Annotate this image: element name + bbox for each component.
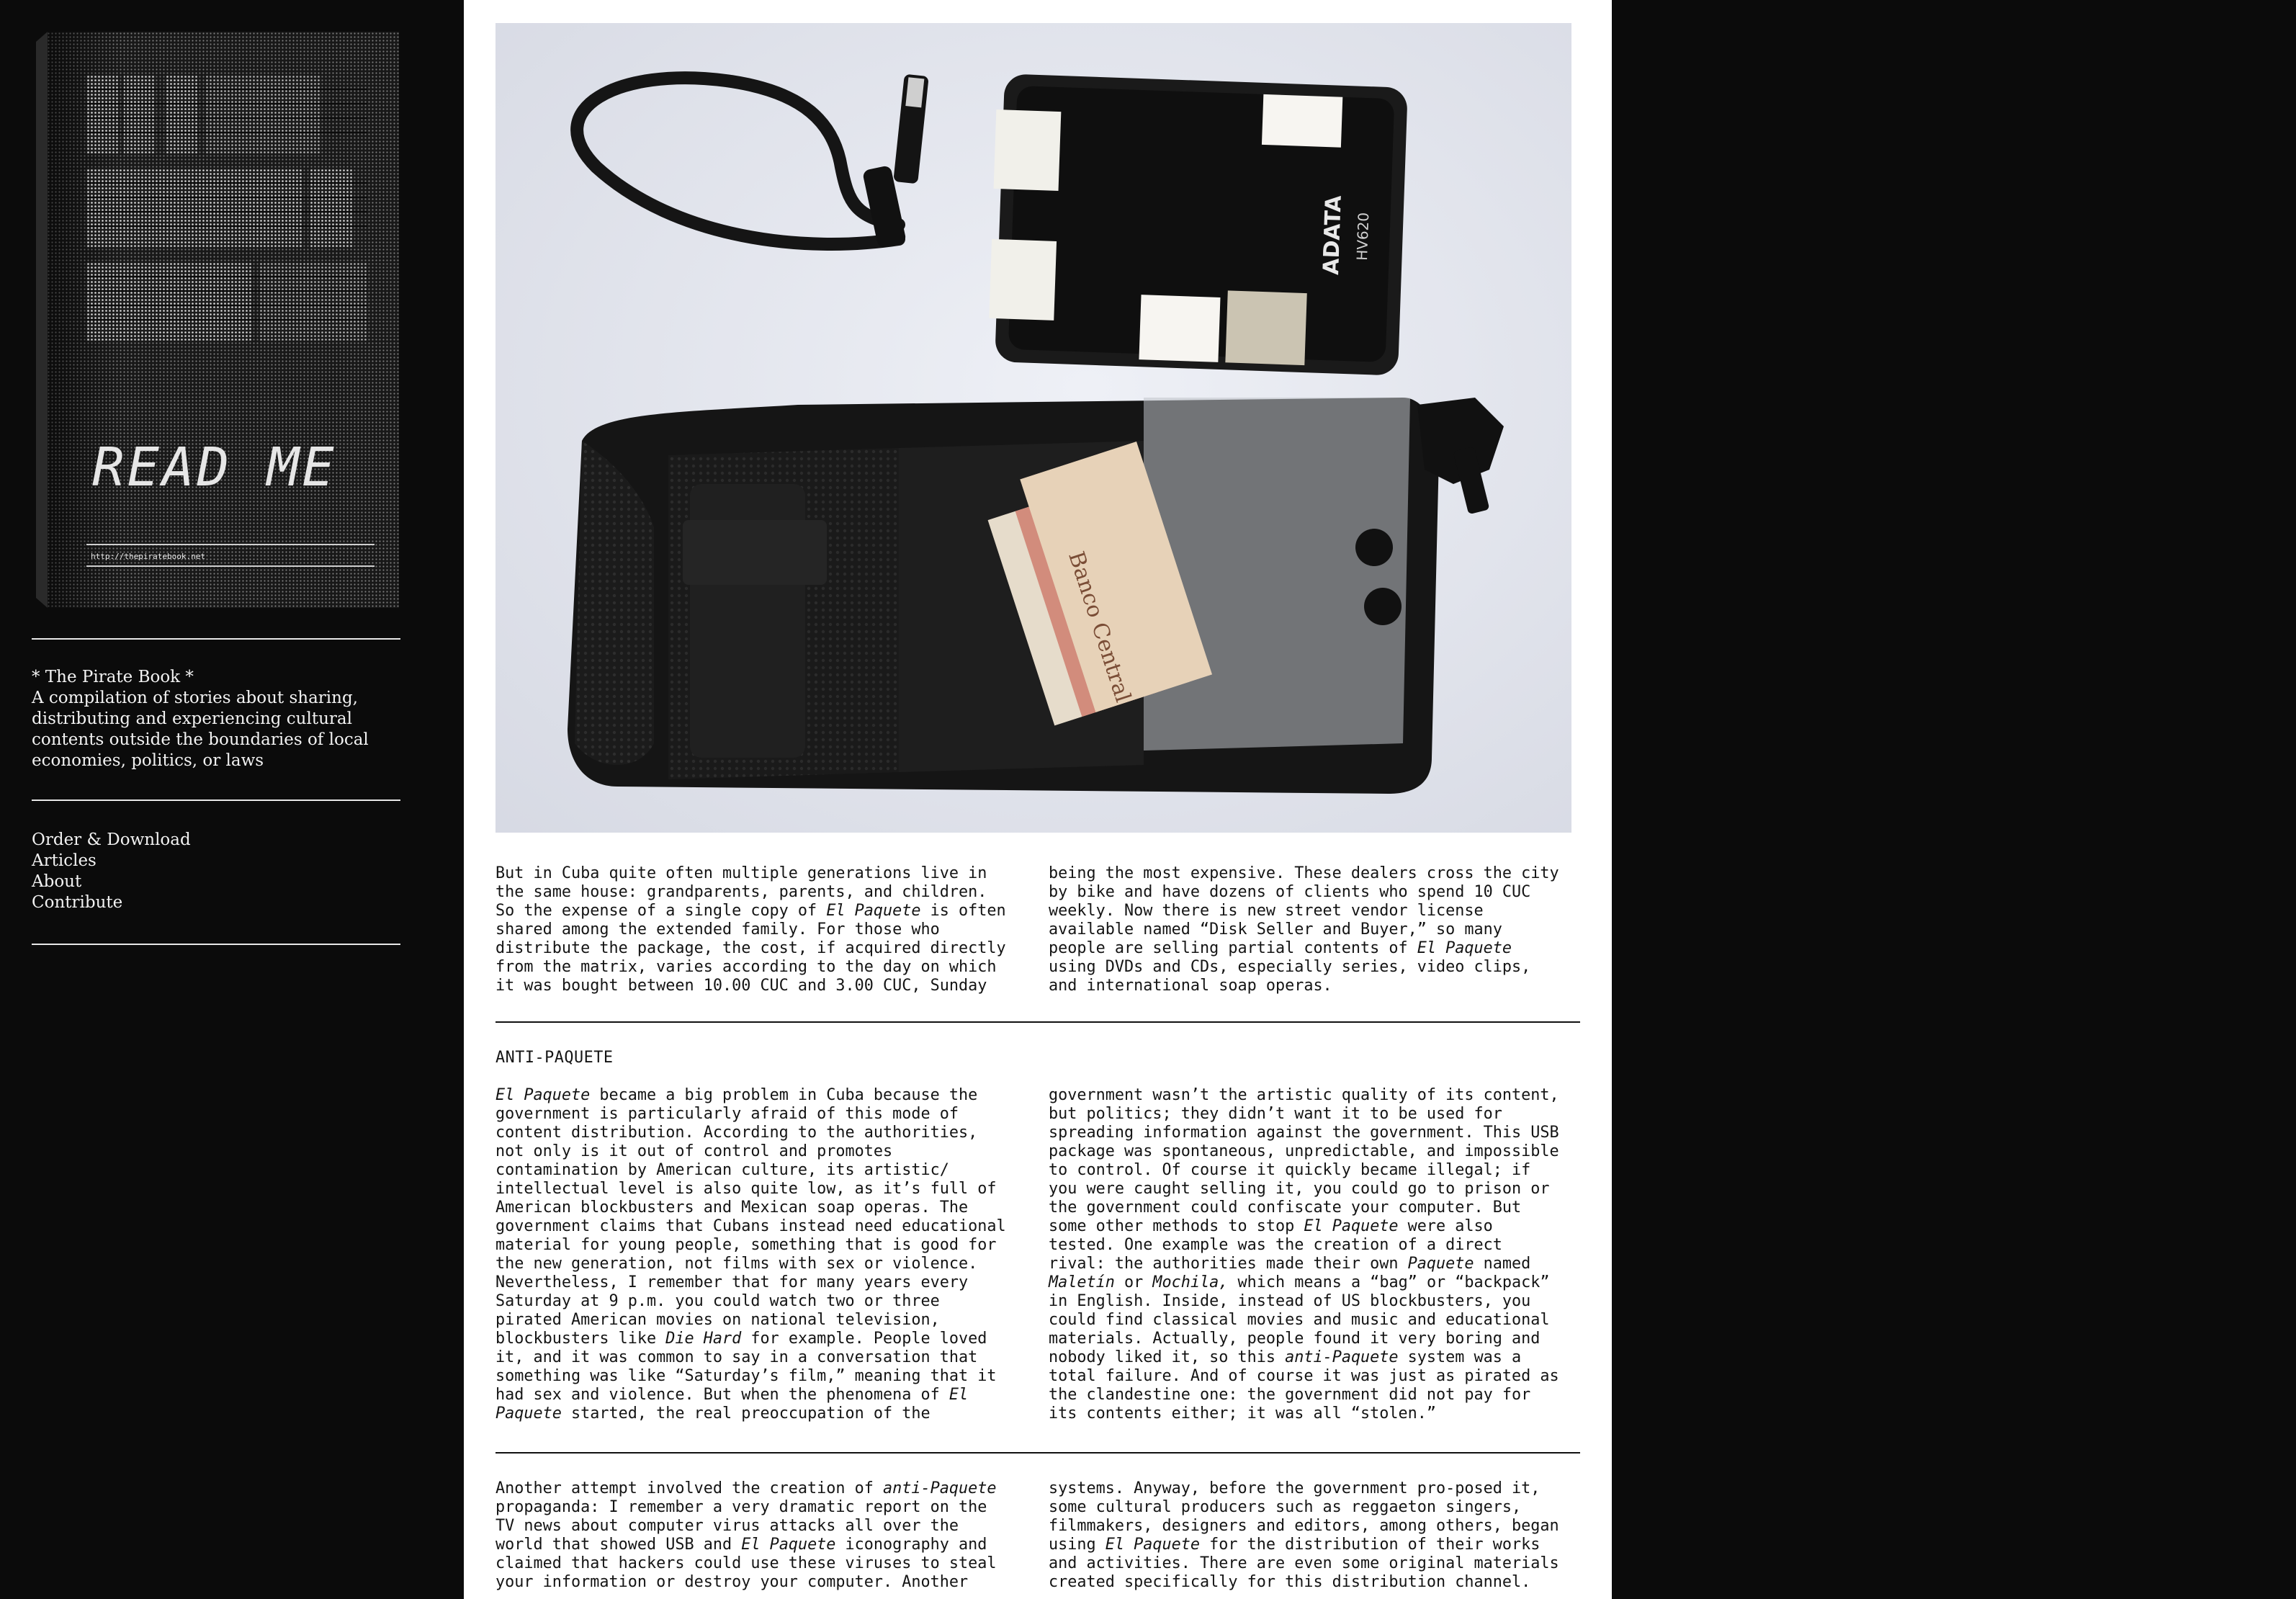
pouch-image	[568, 398, 1504, 794]
sidebar-nav	[32, 830, 400, 913]
cover-url: http://thepiratebook.net	[91, 552, 205, 561]
sidebar	[0, 0, 461, 1599]
site-title[interactable]: * The Pirate Book *	[32, 668, 194, 686]
cover-read-me: READ ME	[92, 436, 337, 498]
article-page	[464, 0, 1612, 1599]
article-photo	[495, 23, 1571, 833]
intro-paragraph-right: being the most expensive. These dealers cross the city by bike and have dozens of clients who spend 10 CUC weekly. Now there is new street vendor license available named “Disk Seller and Buyer,” so many people are selling partial contents of El Paquete using DVDs and CDs, especially series, video clips, and international soap operas.	[1049, 864, 1559, 995]
section3-paragraph-left: Another attempt involved the creation of anti-Paquete propaganda: I remember a very dramatic report on the TV news about computer virus attacks all over the world that showed USB and El Paquete iconography and claimed that hackers could use these viruses to steal your information or destroy your computer. Another	[495, 1479, 997, 1591]
book-cover-image[interactable]	[36, 32, 399, 608]
hard-drive-image	[989, 73, 1408, 375]
site-tagline: A compilation of stories about sharing, distributing and experiencing cultural contents outside the boundaries of local economies, politics, or laws	[32, 689, 369, 770]
banknote-text: Banco Central	[1063, 548, 1136, 706]
sidebar-divider	[32, 638, 400, 640]
section-heading-anti-paquete: ANTI-PAQUETE	[495, 1049, 614, 1067]
nav-articles[interactable]: Articles	[32, 851, 97, 870]
section2-paragraph-left: El Paquete became a big problem in Cuba because the government is particularly afraid of this mode of content distribution. According to the authorities, not only is it out of control and promotes contamination by American culture, its artistic/ intellectual level is also quite low, as it’s full of American blockbusters and Mexican soap operas. The government claims that Cubans instead need educational material for young people, something that is good for the new generation, not films with sex or violence. Nevertheless, I remember that for many years every Saturday at 9 p.m. you could watch two or three pirated American movies on national television, blockbusters like Die Hard for example. People loved it, and it was common to say in a conversation that something was like “Saturday’s film,” meaning that it had sex and violence. But when the phenomena of El Paquete started, the real preoccupation of the	[495, 1086, 1006, 1423]
nav-order-download[interactable]: Order & Download	[32, 830, 191, 849]
section3-paragraph-right: systems. Anyway, before the government pro-posed it, some cultural producers such as reggaeton singers, filmmakers, designers and editors, among others, began using El Paquete for the distribution of their works and activities. There are even some original materials created specifically for this distribution channel.	[1049, 1479, 1559, 1591]
drive-brand-label: ADATA	[1319, 194, 1347, 276]
page-margin-right	[1612, 0, 2296, 1599]
nav-contribute[interactable]: Contribute	[32, 893, 123, 912]
nav-about[interactable]: About	[32, 872, 82, 891]
drive-model-label: HV620	[1353, 212, 1373, 261]
intro-paragraph-left: But in Cuba quite often multiple generations live in the same house: grandparents, parents, and children. So the expense of a single copy of El Paquete is often shared among the extended family. For those who distribute the package, the cost, if acquired directly from the matrix, varies according to the day on which it was bought between 10.00 CUC and 3.00 CUC, Sunday	[495, 864, 1006, 995]
section-divider	[495, 1021, 1580, 1023]
sidebar-divider	[32, 800, 400, 801]
sidebar-divider	[32, 944, 400, 945]
section-divider	[495, 1452, 1580, 1454]
site-description	[32, 667, 400, 771]
section2-paragraph-right: government wasn’t the artistic quality of its content, but politics; they didn’t want it to be used for spreading information against the government. This USB package was spontaneous, unpredictable, and impossible to control. Of course it quickly became illegal; if you were caught selling it, you could go to prison or the government could confiscate your computer. But some other methods to stop El Paquete were also tested. One example was the creation of a direct rival: the authorities made their own Paquete named Maletín or Mochila, which means a “bag” or “backpack” in English. Inside, instead of US blockbusters, you could find classical movies and music and educational materials. Actually, people found it very boring and nobody liked it, so this anti-Paquete system was a total failure. And of course it was just as pirated as the clandestine one: the government did not pay for its contents either; it was all “stolen.”	[1049, 1086, 1559, 1423]
